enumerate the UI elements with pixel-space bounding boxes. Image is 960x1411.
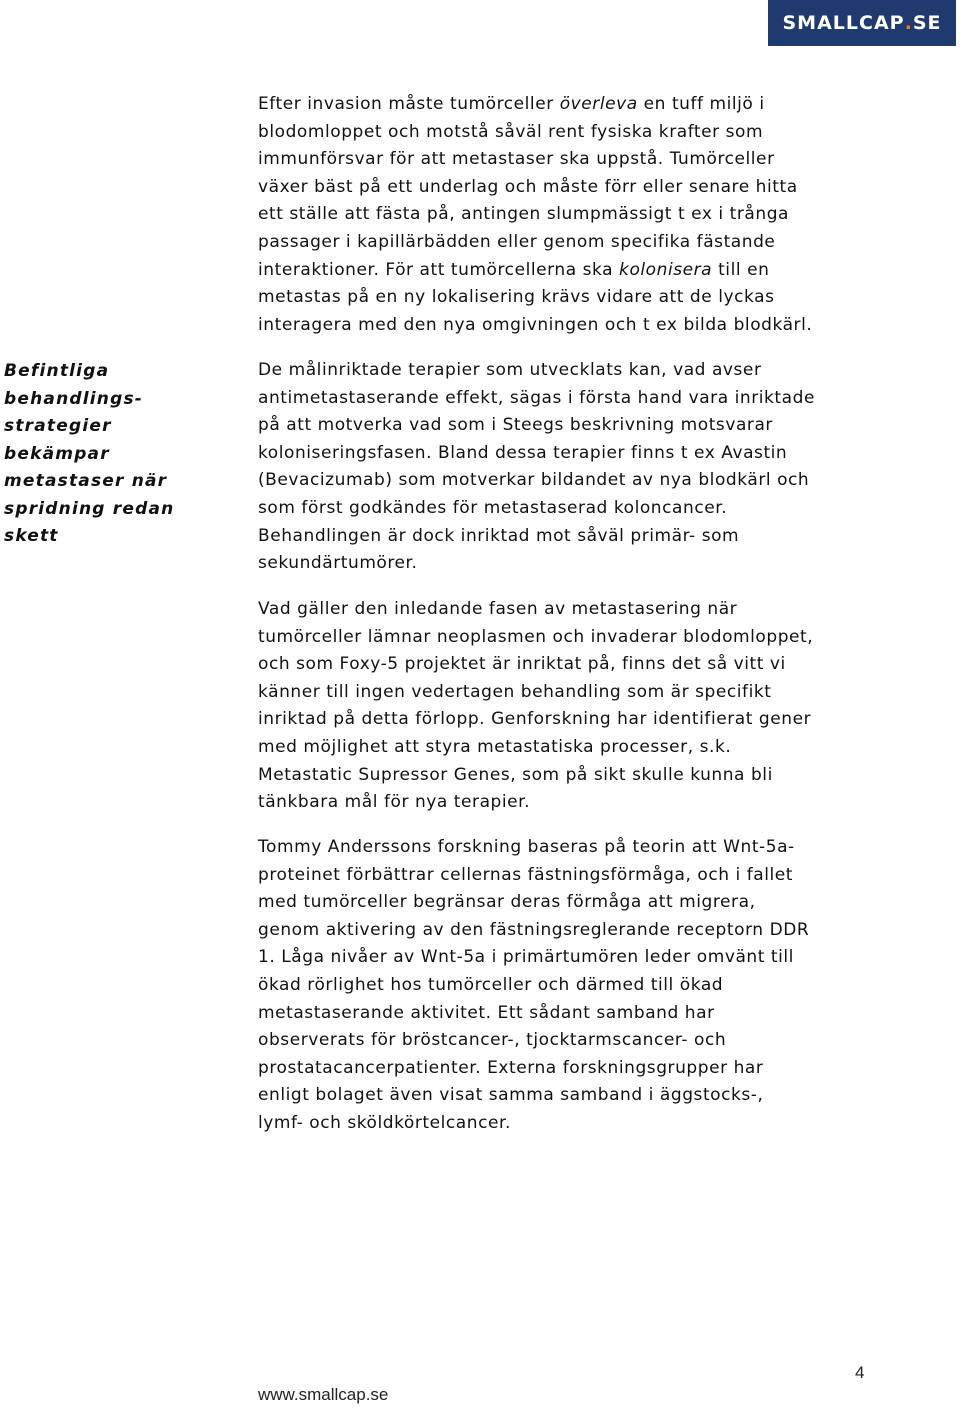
smallcap-logo <box>768 0 956 46</box>
text-line: metastas på en ny lokalisering krävs vidare att de lyckas <box>258 287 775 308</box>
text-line: ett ställe att fästa på, antingen slumpmässigt t ex i trånga <box>258 204 789 225</box>
paragraph-targeted-therapies <box>258 357 898 578</box>
sidebar-heading <box>4 358 204 551</box>
logo-text-dot: . <box>904 12 913 34</box>
text-line: sekundärtumörer. <box>258 553 418 574</box>
page-number: 4 <box>855 1363 865 1382</box>
text-line: ökad rörlighet hos tumörceller och därmed till ökad <box>258 974 724 995</box>
text-line: immunförsvar för att metastaser ska uppstå. Tumörceller <box>258 149 775 170</box>
footer-url: www.smallcap.se <box>258 1385 389 1404</box>
text-line: Tommy Anderssons forskning baseras på teorin att Wnt-5a- <box>258 837 795 857</box>
text-line: Behandlingen är dock inriktad mot såväl primär- som <box>258 525 740 546</box>
text-line: lymf- och sköldkörtelcancer. <box>258 1112 511 1133</box>
text-line: 1. Låga nivåer av Wnt-5a i primärtumören leder omvänt till <box>258 947 794 968</box>
sidebar-heading-line: behandlings- <box>4 388 144 409</box>
text-line <box>258 91 898 119</box>
text-line: inriktad på detta förlopp. Genforskning har identifierat gener <box>258 709 812 730</box>
text-line: blodomloppet och motstå såväl rent fysiska krafter som <box>258 121 764 142</box>
emphasis-overleva: överleva <box>559 94 638 114</box>
text-line: på att motverka vad som i Steegs beskrivning motsvarar <box>258 415 773 436</box>
paragraph-invasion <box>258 91 898 339</box>
text-line <box>258 257 898 285</box>
text-run: interaktioner. För att tumörcellerna ska <box>258 259 620 280</box>
text-run: till en <box>712 259 770 280</box>
text-line: observerats för bröstcancer-, tjocktarmscancer- och <box>258 1030 727 1051</box>
text-line: (Bevacizumab) som motverkar bildandet av nya blodkärl och <box>258 470 810 491</box>
text-line: proteinet förbättrar cellernas fästningsförmåga, och i fallet <box>258 864 794 885</box>
text-line: interagera med den nya omgivningen och t ex bilda blodkärl. <box>258 314 813 335</box>
text-line: De målinriktade terapier som utvecklats kan, vad avser <box>258 360 762 380</box>
sidebar-heading-line: metastaser när <box>4 471 168 491</box>
text-line: antimetastaserande effekt, sägas i första hand vara inriktade <box>258 387 815 408</box>
text-line: prostatacancerpatienter. Externa forskningsgrupper har <box>258 1057 764 1078</box>
text-line: Vad gäller den inledande fasen av metastasering när <box>258 599 738 619</box>
text-line: enligt bolaget även visat samma samband i äggstocks-, <box>258 1085 764 1106</box>
text-line: genom aktivering av den fästningsreglerande receptorn DDR <box>258 919 810 940</box>
text-run: en tuff miljö i <box>637 94 765 114</box>
text-line: tumörceller lämnar neoplasmen och invaderar blodomloppet, <box>258 626 814 647</box>
text-line: passager i kapillärbädden eller genom specifika fästande <box>258 231 776 252</box>
text-line: som först godkändes för metastaserad koloncancer. <box>258 497 728 518</box>
sidebar-heading-line: bekämpar <box>4 443 110 464</box>
logo-text-main: SMALLCAP <box>782 12 905 34</box>
emphasis-kolonisera: kolonisera <box>619 259 713 280</box>
text-line: växer bäst på ett underlag och måste förr eller senare hitta <box>258 176 798 197</box>
text-line: Metastatic Supressor Genes, som på sikt skulle kunna bli <box>258 764 773 785</box>
text-line: och som Foxy-5 projektet är inriktat på, finns det så vitt vi <box>258 654 786 675</box>
text-line: med tumörceller begränsar deras förmåga att migrera, <box>258 892 756 913</box>
text-line: med möjlighet att styra metastatiska processer, s.k. <box>258 736 732 757</box>
paragraph-initial-phase <box>258 596 898 817</box>
text-line: metastaserande aktivitet. Ett sådant samband har <box>258 1002 715 1023</box>
sidebar-heading-line: skett <box>4 526 59 546</box>
sidebar-heading-line: Befintliga <box>4 361 110 381</box>
text-run: Efter invasion måste tumörceller <box>258 94 560 114</box>
logo-text-tld: SE <box>912 12 942 34</box>
text-line: känner till ingen vedertagen behandling som är specifikt <box>258 681 772 702</box>
sidebar-heading-line: spridning redan <box>4 498 175 519</box>
paragraph-andersson-research <box>258 834 898 1138</box>
sidebar-heading-line: strategier <box>4 416 112 436</box>
text-line: tänkbara mål för nya terapier. <box>258 792 531 813</box>
text-line: koloniseringsfasen. Bland dessa terapier finns t ex Avastin <box>258 442 788 463</box>
